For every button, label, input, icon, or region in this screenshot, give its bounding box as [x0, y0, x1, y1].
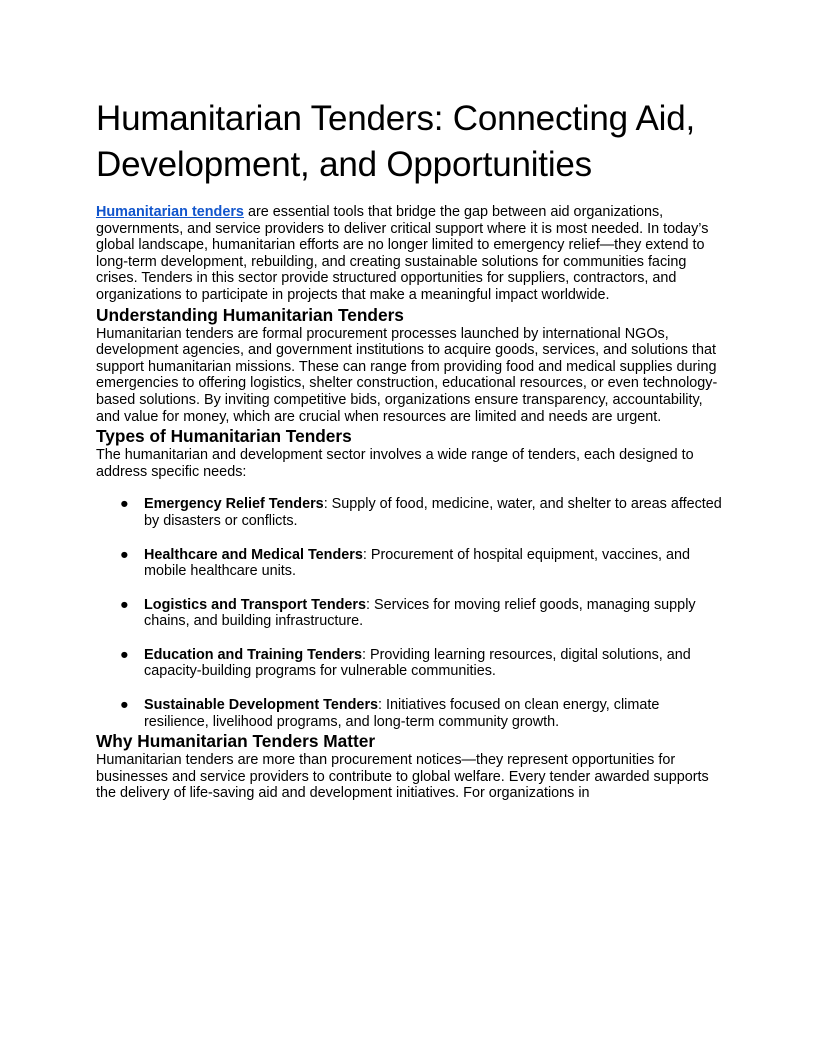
bullet-icon: ●	[120, 546, 129, 563]
list-item	[96, 597, 722, 630]
list-item-title: Logistics and Transport Tenders	[144, 596, 367, 613]
list-item-title: Healthcare and Medical Tenders	[144, 546, 363, 563]
section-heading-types: Types of Humanitarian Tenders	[96, 426, 352, 447]
list-item-text: : Initiatives focused on clean energy, climate resilience, livelihood programs, and long-term community growth.	[144, 697, 660, 730]
section-paragraph-understanding: Humanitarian tenders are formal procurement processes launched by international NGOs, development agencies, and government institutions to acquire goods, services, and solutions that support humanitarian missions. These can range from providing food and medical supplies during emergencies to offering logistics, shelter construction, educational resources, or even technology-based solutions. By inviting competitive bids, organizations ensure transparency, accountability, and value for money, which are crucial when resources are limited and needs are urgent.	[96, 325, 718, 425]
list-item	[96, 697, 722, 730]
bullet-icon: ●	[120, 496, 129, 513]
humanitarian-tenders-link[interactable]: Humanitarian tenders	[96, 204, 244, 220]
page-title: Humanitarian Tenders: Connecting Aid, Development, and Opportunities	[96, 99, 695, 184]
section-heading-why: Why Humanitarian Tenders Matter	[96, 731, 376, 752]
intro-text: are essential tools that bridge the gap between aid organizations, governments, and service providers to deliver critical support where it is most needed. In today’s global landscape, humanitarian efforts are no longer limited to emergency relief—they extend to long-term development, rebuilding, and creating sustainable solutions for communities facing crises. Tenders in this sector provide structured opportunities for suppliers, contractors, and organizations to participate in projects that make a meaningful impact worldwide.	[96, 204, 709, 303]
list-item-title: Emergency Relief Tenders	[144, 496, 324, 513]
list-item	[96, 547, 722, 580]
list-item-text: : Services for moving relief goods, managing supply chains, and building infrastructure.	[144, 596, 696, 630]
list-item-title: Sustainable Development Tenders	[144, 697, 379, 714]
document-page	[96, 96, 722, 802]
tender-types-list	[96, 496, 722, 730]
bullet-icon: ●	[120, 646, 129, 663]
bullet-icon: ●	[120, 596, 129, 613]
list-item	[96, 647, 722, 680]
intro-paragraph	[96, 204, 722, 304]
bullet-icon: ●	[120, 697, 129, 714]
section-paragraph-why: Humanitarian tenders are more than procurement notices—they represent opportunities for businesses and service providers to contribute to global welfare. Every tender awarded supports the delivery of life-saving aid and development initiatives. For organizations in	[96, 752, 709, 802]
section-heading-understanding: Understanding Humanitarian Tenders	[96, 304, 404, 325]
list-item-text: : Supply of food, medicine, water, and shelter to areas affected by disasters or conflicts.	[144, 496, 722, 529]
list-item-text: : Procurement of hospital equipment, vaccines, and mobile healthcare units.	[144, 546, 691, 580]
list-item	[96, 496, 722, 529]
list-item-title: Education and Training Tenders	[144, 646, 363, 663]
list-item-text: : Providing learning resources, digital solutions, and capacity-building programs for vulnerable communities.	[144, 646, 691, 680]
section-paragraph-types: The humanitarian and development sector involves a wide range of tenders, each designed to address specific needs:	[96, 447, 694, 480]
